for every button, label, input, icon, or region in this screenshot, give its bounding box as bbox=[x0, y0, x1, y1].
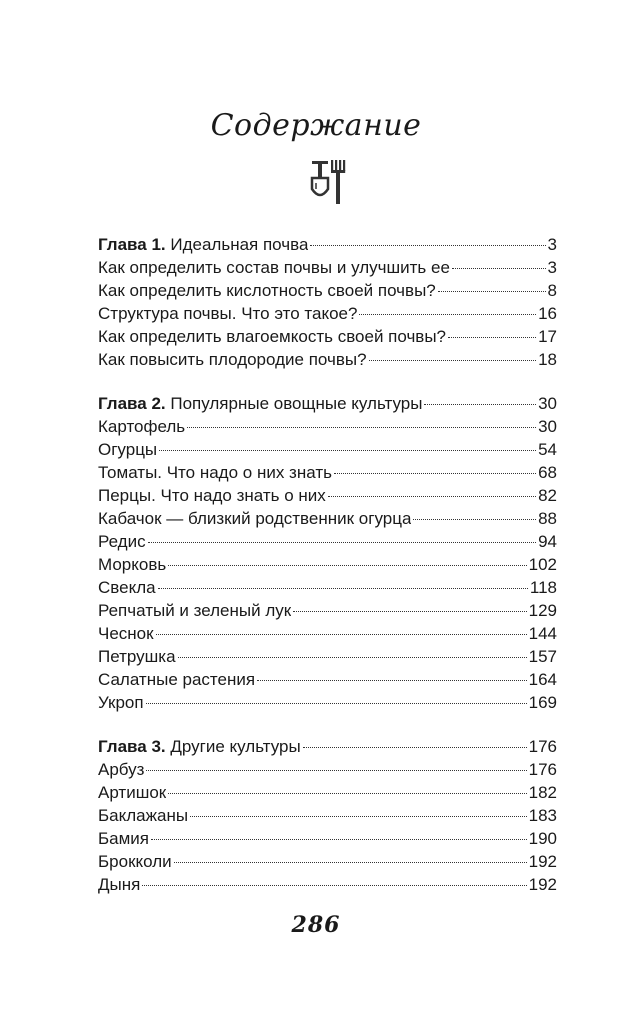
page-number: 82 bbox=[538, 486, 557, 505]
leader-dots bbox=[142, 885, 526, 886]
page-number: 176 bbox=[528, 737, 557, 756]
page-number: 102 bbox=[528, 555, 557, 574]
entry-title: Томаты. Что надо о них знать bbox=[98, 463, 332, 482]
toc-entry[interactable] bbox=[98, 484, 557, 507]
toc-entry[interactable] bbox=[98, 256, 557, 279]
leader-dots bbox=[174, 862, 527, 863]
leader-dots bbox=[151, 839, 527, 840]
chapter-name: Популярные овощные культуры bbox=[170, 394, 423, 413]
entry-title: Как определить состав почвы и улучшить ее bbox=[98, 258, 450, 277]
leader-dots bbox=[438, 291, 546, 292]
toc-entry[interactable] bbox=[98, 325, 557, 348]
leader-dots bbox=[413, 519, 536, 520]
page-folio: 286 bbox=[291, 912, 341, 938]
toc-entry[interactable] bbox=[98, 302, 557, 325]
toc-entry[interactable] bbox=[98, 530, 557, 553]
leader-dots bbox=[328, 496, 536, 497]
toc-entry[interactable] bbox=[98, 438, 557, 461]
entry-title: Перцы. Что надо знать о них bbox=[98, 486, 326, 505]
page-number: 157 bbox=[528, 647, 557, 666]
toc-entry[interactable] bbox=[98, 599, 557, 622]
page-number: 18 bbox=[538, 350, 557, 369]
page-number: 8 bbox=[547, 281, 557, 300]
entry-title: Репчатый и зеленый лук bbox=[98, 601, 292, 620]
leader-dots bbox=[310, 245, 545, 246]
chapter-label: Глава 3. bbox=[98, 737, 166, 756]
entry-title: Структура почвы. Что это такое? bbox=[98, 304, 358, 323]
leader-dots bbox=[178, 657, 527, 658]
entry-title: Артишок bbox=[98, 783, 167, 802]
leader-dots bbox=[257, 680, 527, 681]
entry-title: Редис bbox=[98, 532, 146, 551]
toc-entry[interactable] bbox=[98, 758, 557, 781]
toc-entry[interactable] bbox=[98, 827, 557, 850]
page-number: 68 bbox=[538, 463, 557, 482]
chapter-name: Другие культуры bbox=[170, 737, 301, 756]
toc-entry[interactable] bbox=[98, 804, 557, 827]
leader-dots bbox=[158, 588, 528, 589]
toc-entry[interactable] bbox=[98, 781, 557, 804]
entry-title: Петрушка bbox=[98, 647, 176, 666]
page-number: 176 bbox=[528, 760, 557, 779]
entry-title: Дыня bbox=[98, 875, 141, 894]
page-number: 164 bbox=[528, 670, 557, 689]
chapter-heading[interactable] bbox=[98, 233, 557, 256]
page-number: 183 bbox=[528, 806, 557, 825]
leader-dots bbox=[334, 473, 536, 474]
page-number: 54 bbox=[538, 440, 557, 459]
leader-dots bbox=[168, 565, 526, 566]
leader-dots bbox=[359, 314, 536, 315]
table-of-contents bbox=[98, 233, 557, 371]
page-number: 17 bbox=[538, 327, 557, 346]
table-of-contents bbox=[98, 392, 557, 714]
entry-title: Салатные растения bbox=[98, 670, 256, 689]
page-number: 118 bbox=[529, 578, 557, 597]
leader-dots bbox=[448, 337, 536, 338]
entry-title: Огурцы bbox=[98, 440, 158, 459]
chapter-name: Идеальная почва bbox=[170, 235, 309, 254]
leader-dots bbox=[293, 611, 526, 612]
toc-entry[interactable] bbox=[98, 850, 557, 873]
page-number: 182 bbox=[528, 783, 557, 802]
page-number: 192 bbox=[528, 852, 557, 871]
leader-dots bbox=[146, 770, 526, 771]
page-number: 169 bbox=[528, 693, 557, 712]
leader-dots bbox=[369, 360, 537, 361]
leader-dots bbox=[168, 793, 526, 794]
leader-dots bbox=[424, 404, 536, 405]
entry-title: Брокколи bbox=[98, 852, 172, 871]
entry-title: Как определить влагоемкость своей почвы? bbox=[98, 327, 447, 346]
entry-title: Свекла bbox=[98, 578, 156, 597]
entry-title: Баклажаны bbox=[98, 806, 189, 825]
page-number: 30 bbox=[538, 417, 557, 436]
page-number: 3 bbox=[547, 235, 557, 254]
page-number: 30 bbox=[538, 394, 557, 413]
entry-title: Укроп bbox=[98, 693, 144, 712]
entry-title: Чеснок bbox=[98, 624, 154, 643]
entry-title: Кабачок — близкий родственник огурца bbox=[98, 509, 412, 528]
toc-entry[interactable] bbox=[98, 622, 557, 645]
entry-title: Бамия bbox=[98, 829, 149, 848]
page-title: Содержание bbox=[210, 108, 422, 143]
page-number: 88 bbox=[538, 509, 557, 528]
page-number: 94 bbox=[538, 532, 557, 551]
toc-entry[interactable] bbox=[98, 668, 557, 691]
toc-entry[interactable] bbox=[98, 645, 557, 668]
leader-dots bbox=[146, 703, 527, 704]
toc-entry[interactable] bbox=[98, 691, 557, 714]
toc-entry[interactable] bbox=[98, 576, 557, 599]
leader-dots bbox=[190, 816, 527, 817]
page-number: 16 bbox=[538, 304, 557, 323]
toc-entry[interactable] bbox=[98, 348, 557, 371]
entry-title: Арбуз bbox=[98, 760, 145, 779]
chapter-label: Глава 2. bbox=[98, 394, 166, 413]
entry-title: Морковь bbox=[98, 555, 167, 574]
entry-title: Как повысить плодородие почвы? bbox=[98, 350, 367, 369]
chapter-label: Глава 1. bbox=[98, 235, 166, 254]
toc-entry[interactable] bbox=[98, 415, 557, 438]
toc-entry[interactable] bbox=[98, 279, 557, 302]
entry-title: Картофель bbox=[98, 417, 186, 436]
page-number: 3 bbox=[547, 258, 557, 277]
leader-dots bbox=[303, 747, 527, 748]
toc-entry[interactable] bbox=[98, 507, 557, 530]
toc-entry[interactable] bbox=[98, 461, 557, 484]
leader-dots bbox=[156, 634, 527, 635]
entry-title: Как определить кислотность своей почвы? bbox=[98, 281, 436, 300]
leader-dots bbox=[452, 268, 546, 269]
page-number: 144 bbox=[528, 624, 557, 643]
toc-entry[interactable] bbox=[98, 553, 557, 576]
garden-tools-icon bbox=[303, 158, 351, 208]
table-of-contents bbox=[98, 735, 557, 896]
leader-dots bbox=[159, 450, 536, 451]
leader-dots bbox=[187, 427, 536, 428]
page-number: 129 bbox=[528, 601, 557, 620]
leader-dots bbox=[148, 542, 536, 543]
chapter-heading[interactable] bbox=[98, 392, 557, 415]
page-number: 190 bbox=[528, 829, 557, 848]
page-number: 192 bbox=[528, 875, 557, 894]
toc-entry[interactable] bbox=[98, 873, 557, 896]
chapter-heading[interactable] bbox=[98, 735, 557, 758]
